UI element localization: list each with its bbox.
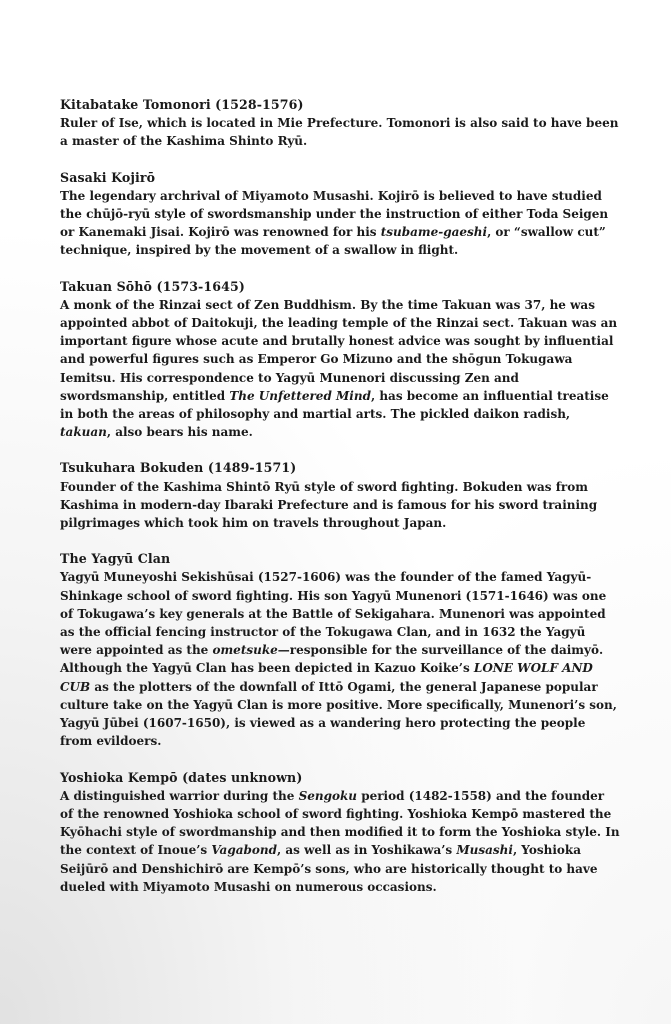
glossary-entry-takuan-soho	[60, 278, 620, 442]
entry-italic-term: Musashi	[456, 843, 513, 858]
entry-text: The legendary archrival of Miyamoto Musashi. Kojirō is believed to have studied the chūjō-ryū style of swordsmanship under the instruction of either Toda Seigen or Kanemaki Jisai. Kojirō was renowned for his	[60, 188, 609, 240]
glossary-entry-tsukuhara-bokuden	[60, 459, 620, 532]
entry-description	[60, 787, 620, 896]
glossary-entry-kitabatake-tomonori	[60, 96, 620, 151]
entry-description	[60, 187, 620, 260]
entry-text: Yagyū Muneyoshi Sekishūsai (1527-1606) was the founder of the famed Yagyū-Shinkage school of sword fighting. His son Yagyū Munenori (1571-1646) was one of Tokugawa’s key generals at the Battle of Sekigahara. Munenori was appointed as the official fencing instructor of the Tokugawa Clan, and in 1632 the Yagyū were appointed as the	[60, 570, 607, 658]
glossary-entry-yoshioka-kempo	[60, 769, 620, 896]
entry-text: , as well as in Yoshikawa’s	[277, 843, 457, 858]
entry-description	[60, 568, 620, 750]
entry-description	[60, 114, 620, 150]
entry-name: The Yagyū Clan	[60, 551, 171, 567]
entry-text: , or “swallow cut” technique, inspired by the movement of a swallow in flight.	[60, 225, 606, 258]
entry-text: Founder of the Kashima Shintō Ryū style of sword fighting. Bokuden was from Kashima in modern-day Ibaraki Prefecture and is famous for his sword training pilgrimages which took him on travels throughout Japan.	[60, 479, 598, 531]
entry-name: Yoshioka Kempō (dates unknown)	[60, 769, 303, 785]
entry-text: —responsible for the surveillance of the daimyō. Although the Yagyū Clan has been depicted in Kazuo Koike’s	[60, 643, 604, 676]
glossary-entry-sasaki-kojiro	[60, 169, 620, 260]
entry-text: period (1482-1558) and the founder of the renowned Yoshioka school of sword fighting. Yoshioka Kempō mastered the Kyōhachi style of swordmanship and then modified it to form the Yoshioka style. In the context of Inoue’s	[60, 788, 620, 858]
entry-name: Kitabatake Tomonori (1528-1576)	[60, 97, 304, 112]
entry-italic-term: Vagabond	[211, 843, 277, 858]
entry-description	[60, 478, 620, 533]
glossary-content	[60, 96, 620, 914]
entry-name: Tsukuhara Bokuden (1489-1571)	[60, 460, 297, 476]
glossary-entry-yagyu-clan	[60, 550, 620, 750]
entry-italic-term: ometsuke	[212, 643, 278, 658]
entry-italic-term: The Unfettered Mind	[229, 388, 371, 403]
entry-text: A distinguished warrior during the	[60, 788, 299, 803]
entry-text: A monk of the Rinzai sect of Zen Buddhism. By the time Takuan was 37, he was appointed abbot of Daitokuji, the leading temple of the Rinzai sect. Takuan was an important figure whose acute and brutally honest advice was sought by influential and powerful figures such as Emperor Go Mizuno and the shōgun Tokugawa Iemitsu. His correspondence to Yagyū Munenori discussing Zen and swordsmanship, entitled	[60, 297, 618, 403]
entry-description	[60, 296, 620, 442]
entry-name: Takuan Sōhō (1573-1645)	[60, 278, 245, 294]
entry-italic-term: LONE WOLF AND CUB	[60, 661, 593, 694]
entry-text: , also bears his name.	[106, 425, 253, 440]
entry-name: Sasaki Kojirō	[60, 169, 156, 185]
entry-italic-term: tsubame-gaeshi	[380, 225, 488, 240]
entry-text: , Yoshioka Seijūrō and Denshichirō are Kempō’s sons, who are historically thought to have dueled with Miyamoto Musashi on numerous occasions.	[60, 843, 598, 894]
entry-text: , has become an influential treatise in both the areas of philosophy and martial arts. The pickled daikon radish,	[60, 388, 609, 422]
entry-italic-term: Sengoku	[298, 788, 358, 803]
entry-italic-term: takuan	[60, 425, 107, 440]
entry-text: as the plotters of the downfall of Ittō Ogami, the general Japanese popular culture take on the Yagyū Clan is more positive. More specifically, Munenori’s son, Yagyū Jūbei (1607-1650), is viewed as a wandering hero protecting the people from evildoers.	[60, 679, 617, 749]
entry-text: Ruler of Ise, which is located in Mie Prefecture. Tomonori is also said to have been a master of the Kashima Shinto Ryū.	[60, 116, 619, 149]
